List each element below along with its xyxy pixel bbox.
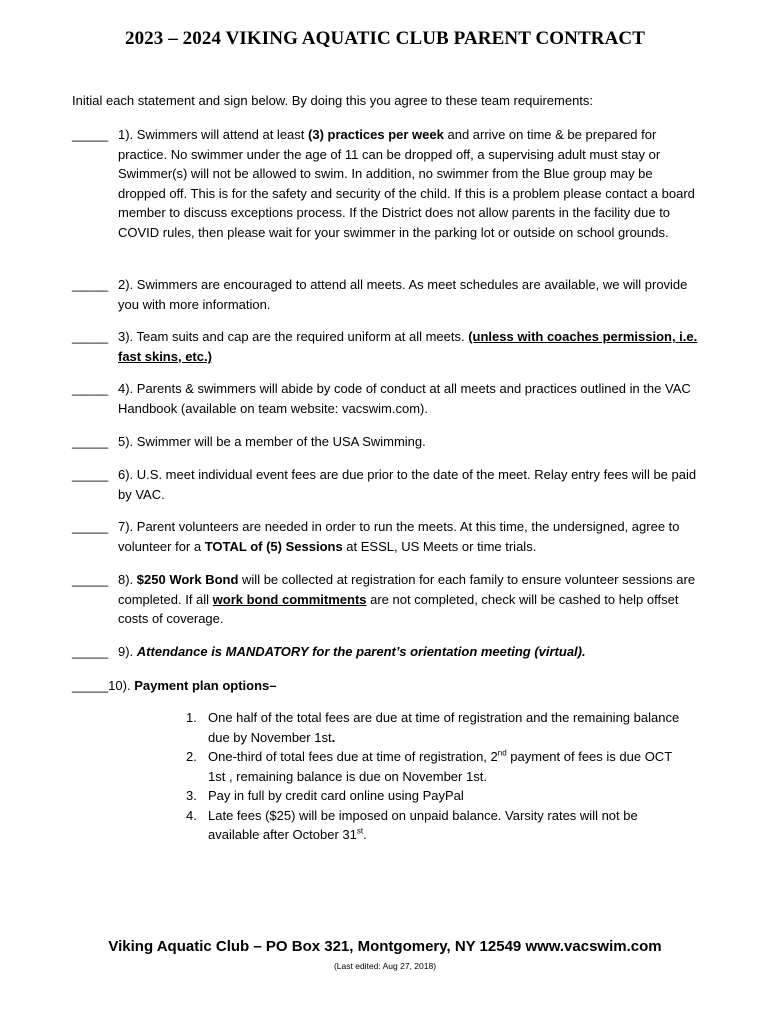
statement-number: 2). — [118, 277, 134, 292]
payment-plan-heading: Payment plan options– — [134, 678, 277, 693]
attendance-mandatory: Attendance is MANDATORY for the parent’s orientation meeting (virtual). — [136, 644, 586, 659]
work-bond-commitments: work bond commitments — [212, 591, 367, 607]
initial-blank: _____ — [72, 127, 109, 142]
list-item: 2. One-third of total fees due at time of registration, 2nd payment of fees is due OCT 1st , remaining balance is due on November 1st. — [186, 748, 672, 784]
uniform-exception: (unless with coaches permission, i.e. fast skins, etc.) — [118, 329, 698, 364]
intro-text: Initial each statement and sign below. By doing this you agree to these team requirements: — [72, 93, 594, 108]
statement-2: _____ 2). Swimmers are encouraged to attend all meets. As meet schedules are available, we will provide you with more information. — [72, 277, 688, 312]
initial-blank: _____ — [72, 678, 109, 693]
initial-blank: _____ — [72, 381, 109, 396]
list-item: 3. Pay in full by credit card online using PayPal — [186, 788, 464, 803]
work-bond: $250 Work Bond — [136, 572, 239, 587]
statement-number: 7). — [118, 519, 134, 534]
statement-3: _____ 3). Team suits and cap are the required uniform at all meets. (unless with coaches permission, i.e. fast skins, etc.) — [72, 329, 698, 364]
initial-blank: _____ — [72, 644, 109, 659]
list-item: 4. Late fees ($25) will be imposed on unpaid balance. Varsity rates will not be available after October 31st. — [186, 807, 638, 842]
initial-blank: _____ — [72, 519, 109, 534]
initial-blank: _____ — [72, 434, 109, 449]
list-item: 1. One half of the total fees are due at time of registration and the remaining balance due by November 1st. — [186, 710, 680, 745]
payment-plan-list — [186, 708, 686, 845]
statement-8: _____ 8). $250 Work Bond will be collected at registration for each family to ensure volunteer sessions are completed. If all work bond commitments are not completed, check will be cashed to help offset costs of coverage. — [72, 572, 696, 626]
initial-blank: _____ — [72, 277, 109, 292]
initial-blank: _____ — [72, 329, 109, 344]
bold-requirement: (3) practices per week — [308, 127, 444, 142]
statement-5: _____ 5). Swimmer will be a member of the USA Swimming. — [72, 432, 702, 452]
statement-9 — [72, 642, 702, 662]
page-title: 2023 – 2024 VIKING AQUATIC CLUB PARENT CONTRACT — [124, 28, 646, 49]
initial-blank: _____ — [72, 572, 109, 587]
footer-address: Viking Aquatic Club – PO Box 321, Montgomery, NY 12549 www.vacswim.com — [108, 938, 662, 955]
statement-6: _____ 6). U.S. meet individual event fees are due prior to the date of the meet. Relay entry fees will be paid by VAC. — [72, 467, 697, 502]
statement-number: 6). — [118, 467, 134, 482]
statement-number: 9). — [118, 644, 134, 659]
last-edited-note: (Last edited: Aug 27, 2018) — [333, 961, 437, 971]
statement-10 — [72, 676, 702, 696]
statement-4: _____ 4). Parents & swimmers will abide by code of conduct at all meets and practices outlined in the VAC Handbook (available on team website: vacswim.com). — [72, 381, 691, 416]
statement-1: _____ 1). Swimmers will attend at least (3) practices per week and arrive on time & be prepared for practice. No swimmer under the age of 11 can be dropped off, a supervising adult must stay or Swimmer(s) will not be allowed to swim. In addition, no swimmer from the Blue group may be dropped off. This is for the safety and security of the child. If this is a problem please contact a board member to discuss exceptions process. If the District does not allow parents in the facility due to COVID rules, then please wait for your swimmer in the parking lot or outside on school grounds. — [72, 127, 695, 240]
statement-number: 3). — [118, 329, 134, 344]
statement-number: 8). — [118, 572, 134, 587]
statement-number: 4). — [118, 381, 134, 396]
volunteer-sessions: TOTAL of (5) Sessions — [204, 538, 343, 554]
statement-number: 10). — [108, 678, 131, 693]
statement-number: 5). — [118, 434, 134, 449]
statement-7: _____ 7). Parent volunteers are needed in order to run the meets. At this time, the undersigned, agree to volunteer for a TOTAL of (5) Sessions at ESSL, US Meets or time trials. — [72, 519, 680, 554]
initial-blank: _____ — [72, 467, 109, 482]
statement-number: 1). — [118, 127, 134, 142]
